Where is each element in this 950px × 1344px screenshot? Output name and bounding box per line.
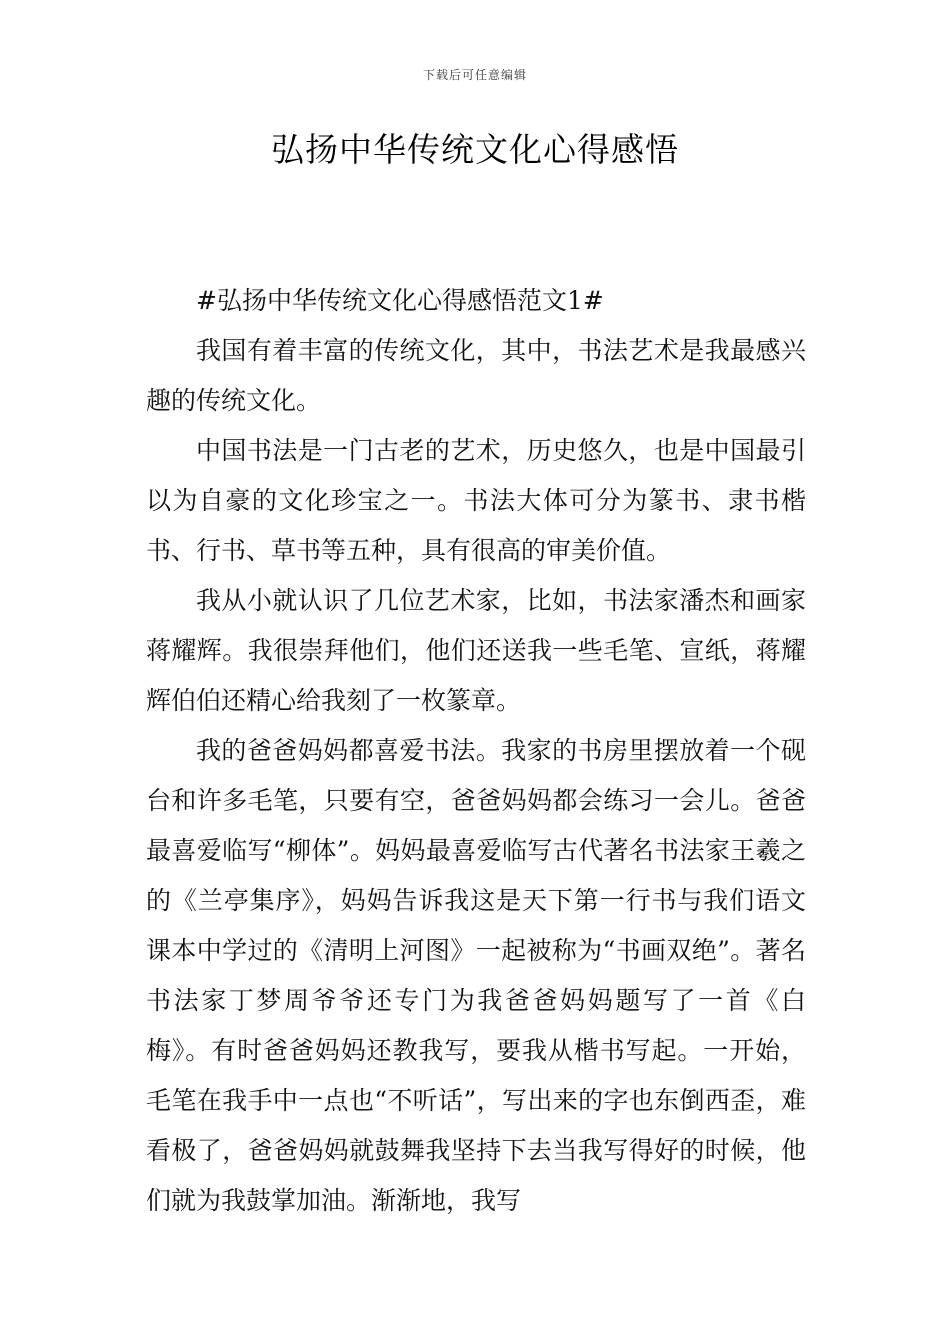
header-note: 下载后可任意编辑 bbox=[422, 68, 527, 82]
paragraph: 我的爸爸妈妈都喜爱书法。我家的书房里摆放着一个砚台和许多毛笔，只要有空，爸爸妈妈都会练习一会儿。爸爸最喜爱临写“柳体”。妈妈最喜爱临写古代著名书法家王羲之的《兰亭集序》，妈妈告诉我这是天下第一行书与我们语文课本中学过的《清明上河图》一起被称为“书画双绝”。著名书法家丁梦周爷爷还专门为我爸爸妈妈题写了一首《白梅》。有时爸爸妈妈还教我写，要我从楷书写起。一开始，毛笔在我手中一点也“不听话”，写出来的字也东倒西歪，难看极了，爸爸妈妈就鼓舞我坚持下去当我写得好的时候，他们就为我鼓掌加油。渐渐地，我写 bbox=[146, 736, 806, 1215]
document-title: 弘扬中华传统文化心得感悟 bbox=[271, 130, 679, 169]
paragraph-subtitle: #弘扬中华传统文化心得感悟范文1# bbox=[196, 286, 604, 315]
paragraph: 我国有着丰富的传统文化，其中，书法艺术是我最感兴趣的传统文化。 bbox=[146, 336, 806, 415]
paragraph: 中国书法是一门古老的艺术，历史悠久，也是中国最引以为自豪的文化珍宝之一。书法大体可分为篆书、隶书楷书、行书、草书等五种，具有很高的审美价值。 bbox=[146, 436, 806, 565]
document-body bbox=[146, 276, 806, 1226]
paragraph: 我从小就认识了几位艺术家，比如，书法家潘杰和画家蒋耀辉。我很崇拜他们，他们还送我一些毛笔、宣纸，蒋耀辉伯伯还精心给我刻了一枚篆章。 bbox=[146, 586, 806, 715]
